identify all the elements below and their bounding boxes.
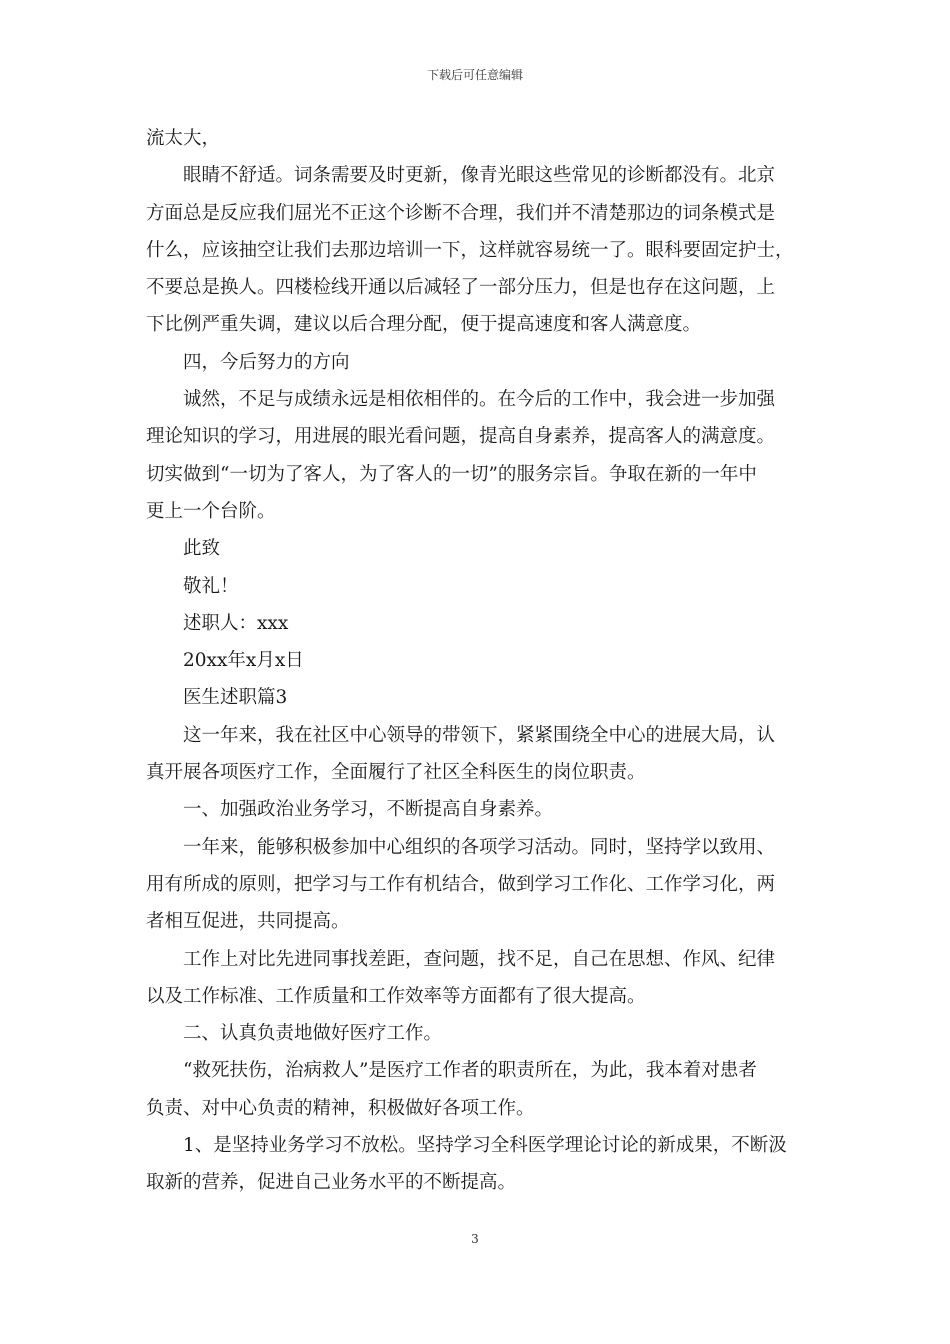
page-number: 3	[471, 1232, 479, 1246]
text-line: 不要总是换人。四楼检线开通以后减轻了一部分压力，但是也存在这问题，上	[146, 277, 776, 299]
text-line: 敬礼！	[183, 575, 239, 597]
text-line: 真开展各项医疗工作，全面履行了社区全科医生的岗位职责。	[146, 762, 646, 784]
text-line: 一年来，能够积极参加中心组织的各项学习活动。同时，坚持学以致用、	[183, 836, 776, 858]
text-line: 这一年来，我在社区中心领导的带领下，紧紧围绕全中心的进展大局，认	[183, 724, 776, 746]
text-line: 什么，应该抽空让我们去那边培训一下，这样就容易统一了。眼科要固定护士，	[146, 239, 794, 261]
text-line: 以及工作标准、工作质量和工作效率等方面都有了很大提高。	[146, 985, 646, 1007]
text-line: 工作上对比先进同事找差距，查问题，找不足，自己在思想、作风、纪律	[183, 948, 776, 970]
text-line: 更上一个台阶。	[146, 500, 276, 522]
page-header: 下载后可任意编辑	[426, 68, 523, 82]
text-line: 四，今后努力的方向	[183, 351, 350, 373]
text-line: 眼睛不舒适。词条需要及时更新，像青光眼这些常见的诊断都没有。北京	[183, 165, 776, 187]
text-line: 理论知识的学习，用进展的眼光看问题，提高自身素养，提高客人的满意度。	[146, 426, 776, 448]
text-line: 此致	[183, 538, 221, 560]
text-line: 取新的营养，促进自己业务水平的不断提高。	[146, 1172, 517, 1194]
text-line: 二、认真负责地做好医疗工作。	[183, 1023, 443, 1045]
text-line: 者相互促进，共同提高。	[146, 911, 350, 933]
text-line: 切实做到“一切为了客人，为了客人的一切”的服务宗旨。争取在新的一年中	[146, 463, 757, 485]
text-line: 医生述职篇3	[183, 687, 288, 709]
text-line: 述职人：xxx	[183, 612, 289, 634]
text-line: 诚然，不足与成绩永远是相依相伴的。在今后的工作中，我会进一步加强	[183, 389, 776, 411]
text-line: 方面总是反应我们屈光不正这个诊断不合理，我们并不清楚那边的词条模式是	[146, 202, 776, 224]
text-line: 用有所成的原则，把学习与工作有机结合，做到学习工作化、工作学习化，两	[146, 873, 776, 895]
text-line: 一、加强政治业务学习，不断提高自身素养。	[183, 799, 554, 821]
document-body	[146, 120, 810, 1202]
text-line: 下比例严重失调，建议以后合理分配，便于提高速度和客人满意度。	[146, 314, 702, 336]
text-line: 1、是坚持业务学习不放松。坚持学习全科医学理论讨论的新成果，不断汲	[183, 1135, 787, 1157]
text-line: 20xx年x月x日	[183, 650, 304, 672]
text-line: 流太大，	[146, 128, 221, 149]
text-line: 负责、对中心负责的精神，积极做好各项工作。	[146, 1097, 535, 1119]
text-line: “救死扶伤，治病救人”是医疗工作者的职责所在，为此，我本着对患者	[183, 1060, 757, 1082]
